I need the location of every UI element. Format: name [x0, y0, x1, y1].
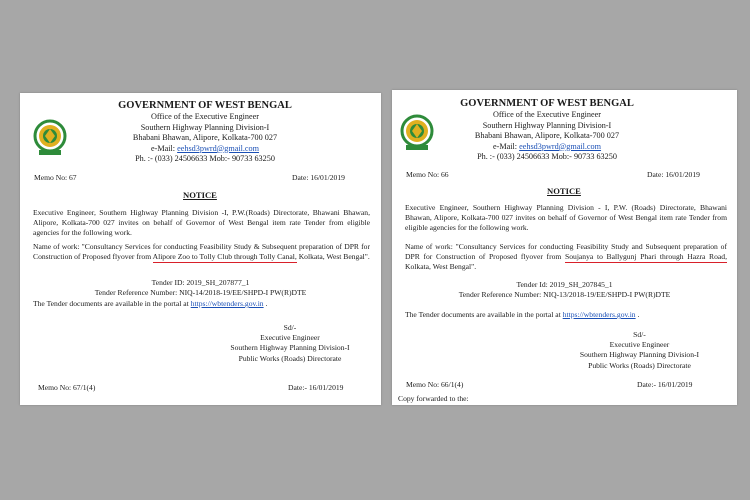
memo-date: Date: 16/01/2019 [647, 170, 700, 179]
memo-date-copy: Date:- 16/01/2019 [637, 380, 693, 389]
address-line: Bhabani Bhawan, Alipore, Kolkata-700 027 [474, 131, 620, 140]
copy-forwarded: Copy forwarded to the: [398, 394, 469, 403]
email-line [80, 144, 330, 155]
tender-reference: Tender Reference Number: NIQ-13/2018-19/EE/SHPD-I PW(R)DTE [458, 290, 671, 299]
signature-sd: Sd/- [633, 330, 646, 339]
letterhead [80, 99, 330, 165]
memo-number-copy: Memo No: 67/1(4) [38, 383, 96, 392]
notice-document-right [392, 90, 737, 405]
work-description: Name of work: "Consultancy Services for conducting Feasibility Study and Subsequent preparation of DPR for Construction of Proposed flyover from [405, 242, 727, 262]
email-line [432, 142, 662, 153]
signature-division: Southern Highway Planning Division-I [579, 350, 700, 360]
highlighted-route: Soujanya to Ballygunj Phari through Hazra Road, [565, 252, 727, 262]
signature-directorate: Public Works (Roads) Directorate [588, 360, 691, 370]
government-title: GOVERNMENT OF WEST BENGAL [118, 100, 292, 111]
portal-line [405, 310, 639, 320]
signature-sd: Sd/- [283, 323, 297, 332]
signature-block [210, 323, 370, 364]
address-line: Bhabani Bhawan, Alipore, Kolkata-700 027 [132, 133, 278, 142]
west-bengal-emblem-icon [33, 117, 67, 157]
notice-title: NOTICE [547, 186, 581, 196]
west-bengal-emblem-icon [400, 112, 434, 152]
memo-date-copy: Date:- 16/01/2019 [288, 383, 344, 392]
signature-block [557, 330, 722, 371]
signature-directorate: Public Works (Roads) Directorate [238, 353, 342, 363]
name-of-work [33, 242, 370, 262]
signature-division: Southern Highway Planning Division-I [230, 343, 350, 353]
work-location: Kolkata, West Bengal". [296, 252, 370, 262]
tender-id: Tender ID: 2019_SH_207877_1 [151, 278, 250, 287]
portal-text: The Tender documents are available in the portal at [33, 299, 191, 308]
tender-reference: Tender Reference Number: NIQ-14/2018-19/EE/SHPD-I PW(R)DTE [94, 288, 307, 297]
highlighted-route: Alipore Zoo to Tolly Club through Tolly Canal, [152, 252, 297, 262]
government-title: GOVERNMENT OF WEST BENGAL [460, 98, 634, 109]
memo-number-copy: Memo No: 66/1(4) [406, 380, 464, 389]
notice-body: Executive Engineer, Southern Highway Planning Division - I, P.W. (Roads) Directorate, Bhawani Bhawan, Alipore, Kolkata-700 027 invites on behalf of Governor of West Bengal item rate Tender from eligible agencies for the following work. [405, 203, 727, 233]
email-link[interactable]: eehsd3pwrd@gmail.com [177, 143, 260, 153]
portal-text: The Tender documents are available in the portal at [405, 310, 563, 319]
email-link[interactable]: eehsd3pwrd@gmail.com [519, 141, 602, 151]
letterhead [432, 97, 662, 163]
office-line: Office of the Executive Engineer [492, 110, 602, 119]
portal-end: . [263, 299, 268, 308]
portal-end: . [635, 310, 640, 319]
notice-title: NOTICE [183, 190, 217, 200]
work-description: Name of work: "Consultancy Services for conducting Feasibility Study & Subsequent preparation of DPR for Construction of Proposed flyover from [33, 242, 370, 262]
portal-link[interactable]: https://wbtenders.gov.in [190, 299, 264, 308]
portal-line [33, 299, 267, 309]
memo-number: Memo No: 66 [406, 170, 449, 179]
signature-title: Executive Engineer [609, 340, 670, 350]
office-line: Office of the Executive Engineer [150, 112, 260, 121]
portal-link[interactable]: https://wbtenders.gov.in [562, 310, 636, 319]
notice-document-left [20, 93, 381, 405]
memo-number: Memo No: 67 [34, 173, 77, 182]
division-line: Southern Highway Planning Division-I [482, 120, 612, 130]
phone-line: Ph. :- (033) 24506633 Mob:- 90733 63250 [477, 152, 617, 161]
email-label: e-Mail: [150, 143, 178, 153]
memo-date: Date: 16/01/2019 [292, 173, 345, 182]
phone-line: Ph. :- (033) 24506633 Mob:- 90733 63250 [135, 154, 275, 163]
notice-body: Executive Engineer, Southern Highway Planning Division -I, P.W.(Roads) Directorate, Bhawani Bhawan, Alipore, Kolkata-700 027 invites on behalf of Governor of West Bengal item rate Tender from eligible agencies for the following work. [33, 208, 370, 238]
division-line: Southern Highway Planning Division-I [140, 122, 270, 132]
tender-id: Tender Id: 2019_SH_207845_1 [516, 280, 613, 289]
email-label: e-Mail: [492, 141, 520, 151]
name-of-work [405, 242, 727, 273]
signature-title: Executive Engineer [260, 333, 320, 343]
work-location: Kolkata, West Bengal". [405, 262, 477, 272]
